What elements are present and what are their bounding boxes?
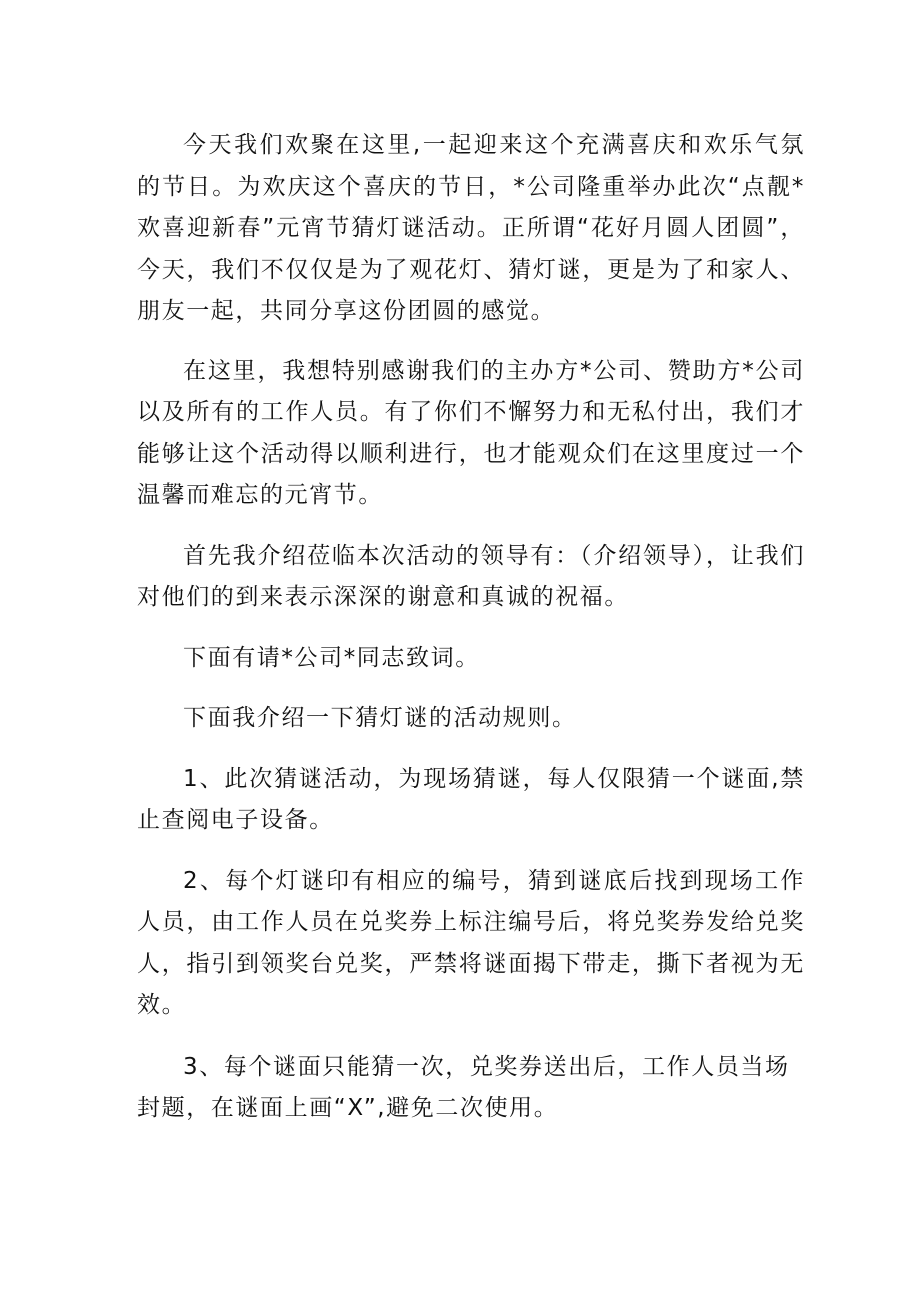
rule-item-3-continued: 封题，在谜面上画“X”,避免二次使用。 bbox=[137, 1095, 559, 1121]
paragraph-thanks: 在这里，我想特别感谢我们的主办方*公司、赞助方*公司以及所有的工作人员。有了你们不懈努力和无私付出，我们才能够让这个活动得以顺利进行，也才能观众们在这里度过一个温馨而难忘的元宵节。 bbox=[137, 357, 805, 508]
document-body bbox=[137, 125, 805, 1130]
rule-item-3: 3、每个谜面只能猜一次，兑奖券送出后，工作人员当场 bbox=[183, 1053, 790, 1080]
paragraph-invite-speech: 下面有请*公司*同志致词。 bbox=[183, 644, 480, 671]
paragraph-rules-intro: 下面我介绍一下猜灯谜的活动规则。 bbox=[183, 705, 577, 731]
rule-item-2: 2、每个灯谜印有相应的编号，猜到谜底后找到现场工作人员，由工作人员在兑奖券上标注编号后，将兑奖券发给兑奖人，指引到领奖台兑奖，严禁将谜面揭下带走，撕下者视为无效。 bbox=[137, 867, 805, 1018]
paragraph-introduce-leaders: 首先我介绍莅临本次活动的领导有：（介绍领导），让我们对他们的到来表示深深的谢意和真诚的祝福。 bbox=[137, 542, 805, 610]
rule-item-1: 1、此次猜谜活动，为现场猜谜，每人仅限猜一个谜面,禁止查阅电子设备。 bbox=[137, 765, 805, 833]
paragraph-opening: 今天我们欢聚在这里,一起迎来这个充满喜庆和欢乐气氛的节日。为欢庆这个喜庆的节日，*公司隆重举办此次“点靓*欢喜迎新春”元宵节猜灯谜活动。正所谓“花好月圆人团圆”，今天，我们不仅仅是为了观花灯、猜灯谜，更是为了和家人、朋友一起，共同分享这份团圆的感觉。 bbox=[137, 132, 805, 324]
